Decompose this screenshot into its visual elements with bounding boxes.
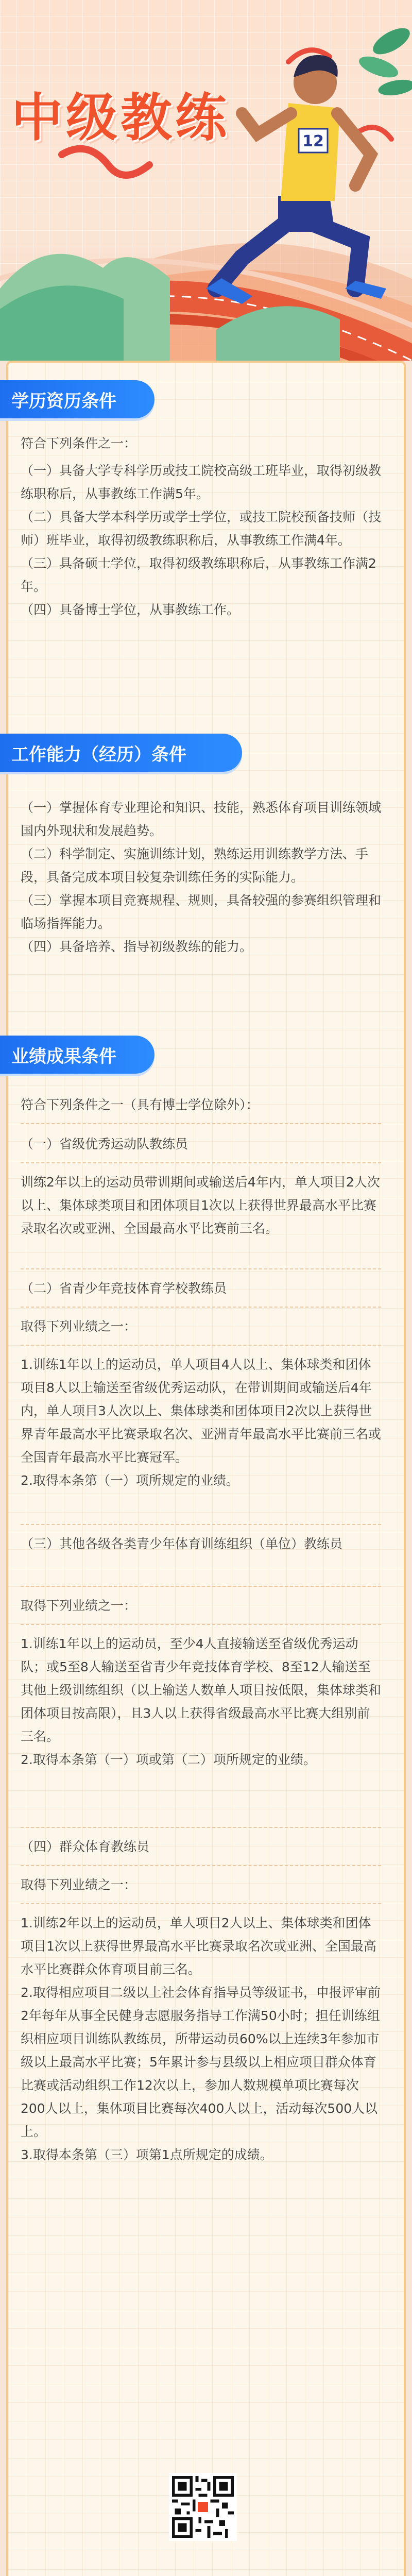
section-header-results — [0, 1036, 154, 1074]
results-group-intro: 取得下列业绩之一： — [21, 1598, 137, 1613]
results-group-text: 3.取得本条第（三）项第1点所规定的成绩。 — [21, 2147, 273, 2162]
ability-item: （四）具备培养、指导初级教练的能力。 — [21, 939, 253, 954]
results-group-text: 1.训练2年以上的运动员，单人项目2人以上、集体球类和团体项目1次以上获得世界最高水平比赛录取名次或亚洲、全国最高水平比赛群众体育项目前三名。 — [21, 1916, 376, 1977]
divider — [21, 1345, 381, 1346]
divider — [21, 1524, 381, 1525]
results-group-text: 1.训练1年以上的运动员，至少4人直接输送至省级优秀运动队；或5至8人输送至省青少年竞技体育学校、8至12人输送至其他上级训练组织（以上输送人数单人项目按低限，集体球类和团体项目按高限），且3人以上获得省级最高水平比赛大组别前三名。 — [21, 1636, 382, 1744]
ability-item: （三）掌握本项目竞赛规程、规则，具备较强的参赛组织管理和临场指挥能力。 — [21, 893, 382, 931]
education-item: （一）具备大学专科学历或技工院校高级工班毕业，取得初级教练职称后，从事教练工作满5年。 — [21, 463, 382, 501]
divider — [21, 1307, 381, 1308]
divider — [21, 1827, 381, 1828]
divider — [21, 1268, 381, 1269]
results-group-label: （一）省级优秀运动队教练员 — [21, 1137, 188, 1151]
divider — [21, 1903, 381, 1904]
results-group-text: 2.取得相应项目二级以上社会体育指导员等级证书，申报评审前2年每年从事全民健身志愿服务指导工作满50小时；担任训练组织相应项目训练队教练员，所带运动员60%以上连续3年参加市级以上最高水平比赛；5年累计参与县级以上相应项目群众体育比赛或活动组织工作12次以上，参加人数规模单项比赛每次200人以上，集体项目比赛每次400人以上，活动每次500人以上。 — [21, 1985, 381, 2139]
ability-block — [21, 796, 381, 958]
results-group-text: 训练2年以上的运动员带训期间或输送后4年内，单人项目2人次以上、集体球类项目和团体项目1次以上获得世界最高水平比赛录取名次或亚洲、全国最高水平比赛前三名。 — [21, 1175, 380, 1236]
page-title: 中级教练 — [11, 88, 230, 148]
section-title-results: 业绩成果条件 — [11, 1046, 116, 1067]
results-group-label: （四）群众体育教练员 — [21, 1839, 150, 1854]
hero-banner — [0, 0, 412, 361]
results-group-label: （三）其他各级各类青少年体育训练组织（单位）教练员 — [21, 1536, 343, 1551]
section-header-ability — [0, 734, 242, 772]
results-group-body — [21, 1171, 381, 1240]
education-block — [21, 432, 381, 621]
divider — [21, 1865, 381, 1866]
ability-item: （二）科学制定、实施训练计划，熟练运用训练教学方法、手段，具备完成本项目较复杂训练任务的实际能力。 — [21, 846, 369, 885]
divider — [21, 1123, 381, 1124]
qr-code-icon — [169, 2473, 237, 2541]
section-title-ability: 工作能力（经历）条件 — [11, 744, 186, 765]
section-header-education — [0, 380, 154, 418]
divider — [21, 1586, 381, 1587]
results-group-label: （二）省青少年竞技体育学校教练员 — [21, 1281, 227, 1296]
results-group-body — [21, 1632, 381, 1771]
hero-illustration — [0, 0, 412, 361]
results-group-body — [21, 1353, 381, 1492]
divider — [21, 1162, 381, 1163]
results-group-text: 2.取得本条第（一）项所规定的业绩。 — [21, 1473, 239, 1488]
results-group-text: 2.取得本条第（一）项或第（二）项所规定的业绩。 — [21, 1752, 316, 1767]
education-item: （三）具备硕士学位，取得初级教练职称后，从事教练工作满2年。 — [21, 556, 376, 594]
divider — [21, 1624, 381, 1625]
results-group-intro: 取得下列业绩之一： — [21, 1319, 137, 1334]
section-title-education: 学历资历条件 — [11, 391, 116, 412]
results-group-intro: 取得下列业绩之一： — [21, 1877, 137, 1892]
results-group-text: 1.训练1年以上的运动员，单人项目4人以上、集体球类和团体项目8人以上输送至省级优秀运动队，在带训期间或输送后4年内，单人项目3人次以上、集体球类和团体项目2次以上获得世界青年最高水平比赛录取名次、亚洲青年最高水平比赛前三名或全国青年最高水平比赛冠军。 — [21, 1357, 382, 1465]
results-intro: 符合下列条件之一（具有博士学位除外）： — [21, 1097, 259, 1112]
education-item: （四）具备博士学位，从事教练工作。 — [21, 602, 240, 617]
results-group-body — [21, 1911, 381, 2166]
education-intro: 符合下列条件之一： — [21, 436, 137, 451]
education-item: （二）具备大学本科学历或学士学位，或技工院校预备技师（技师）班毕业，取得初级教练职称后，从事教练工作满4年。 — [21, 510, 382, 548]
ability-item: （一）掌握体育专业理论和知识、技能，熟悉体育项目训练领域国内外现状和发展趋势。 — [21, 800, 382, 838]
bib-number: 12 — [302, 132, 324, 150]
